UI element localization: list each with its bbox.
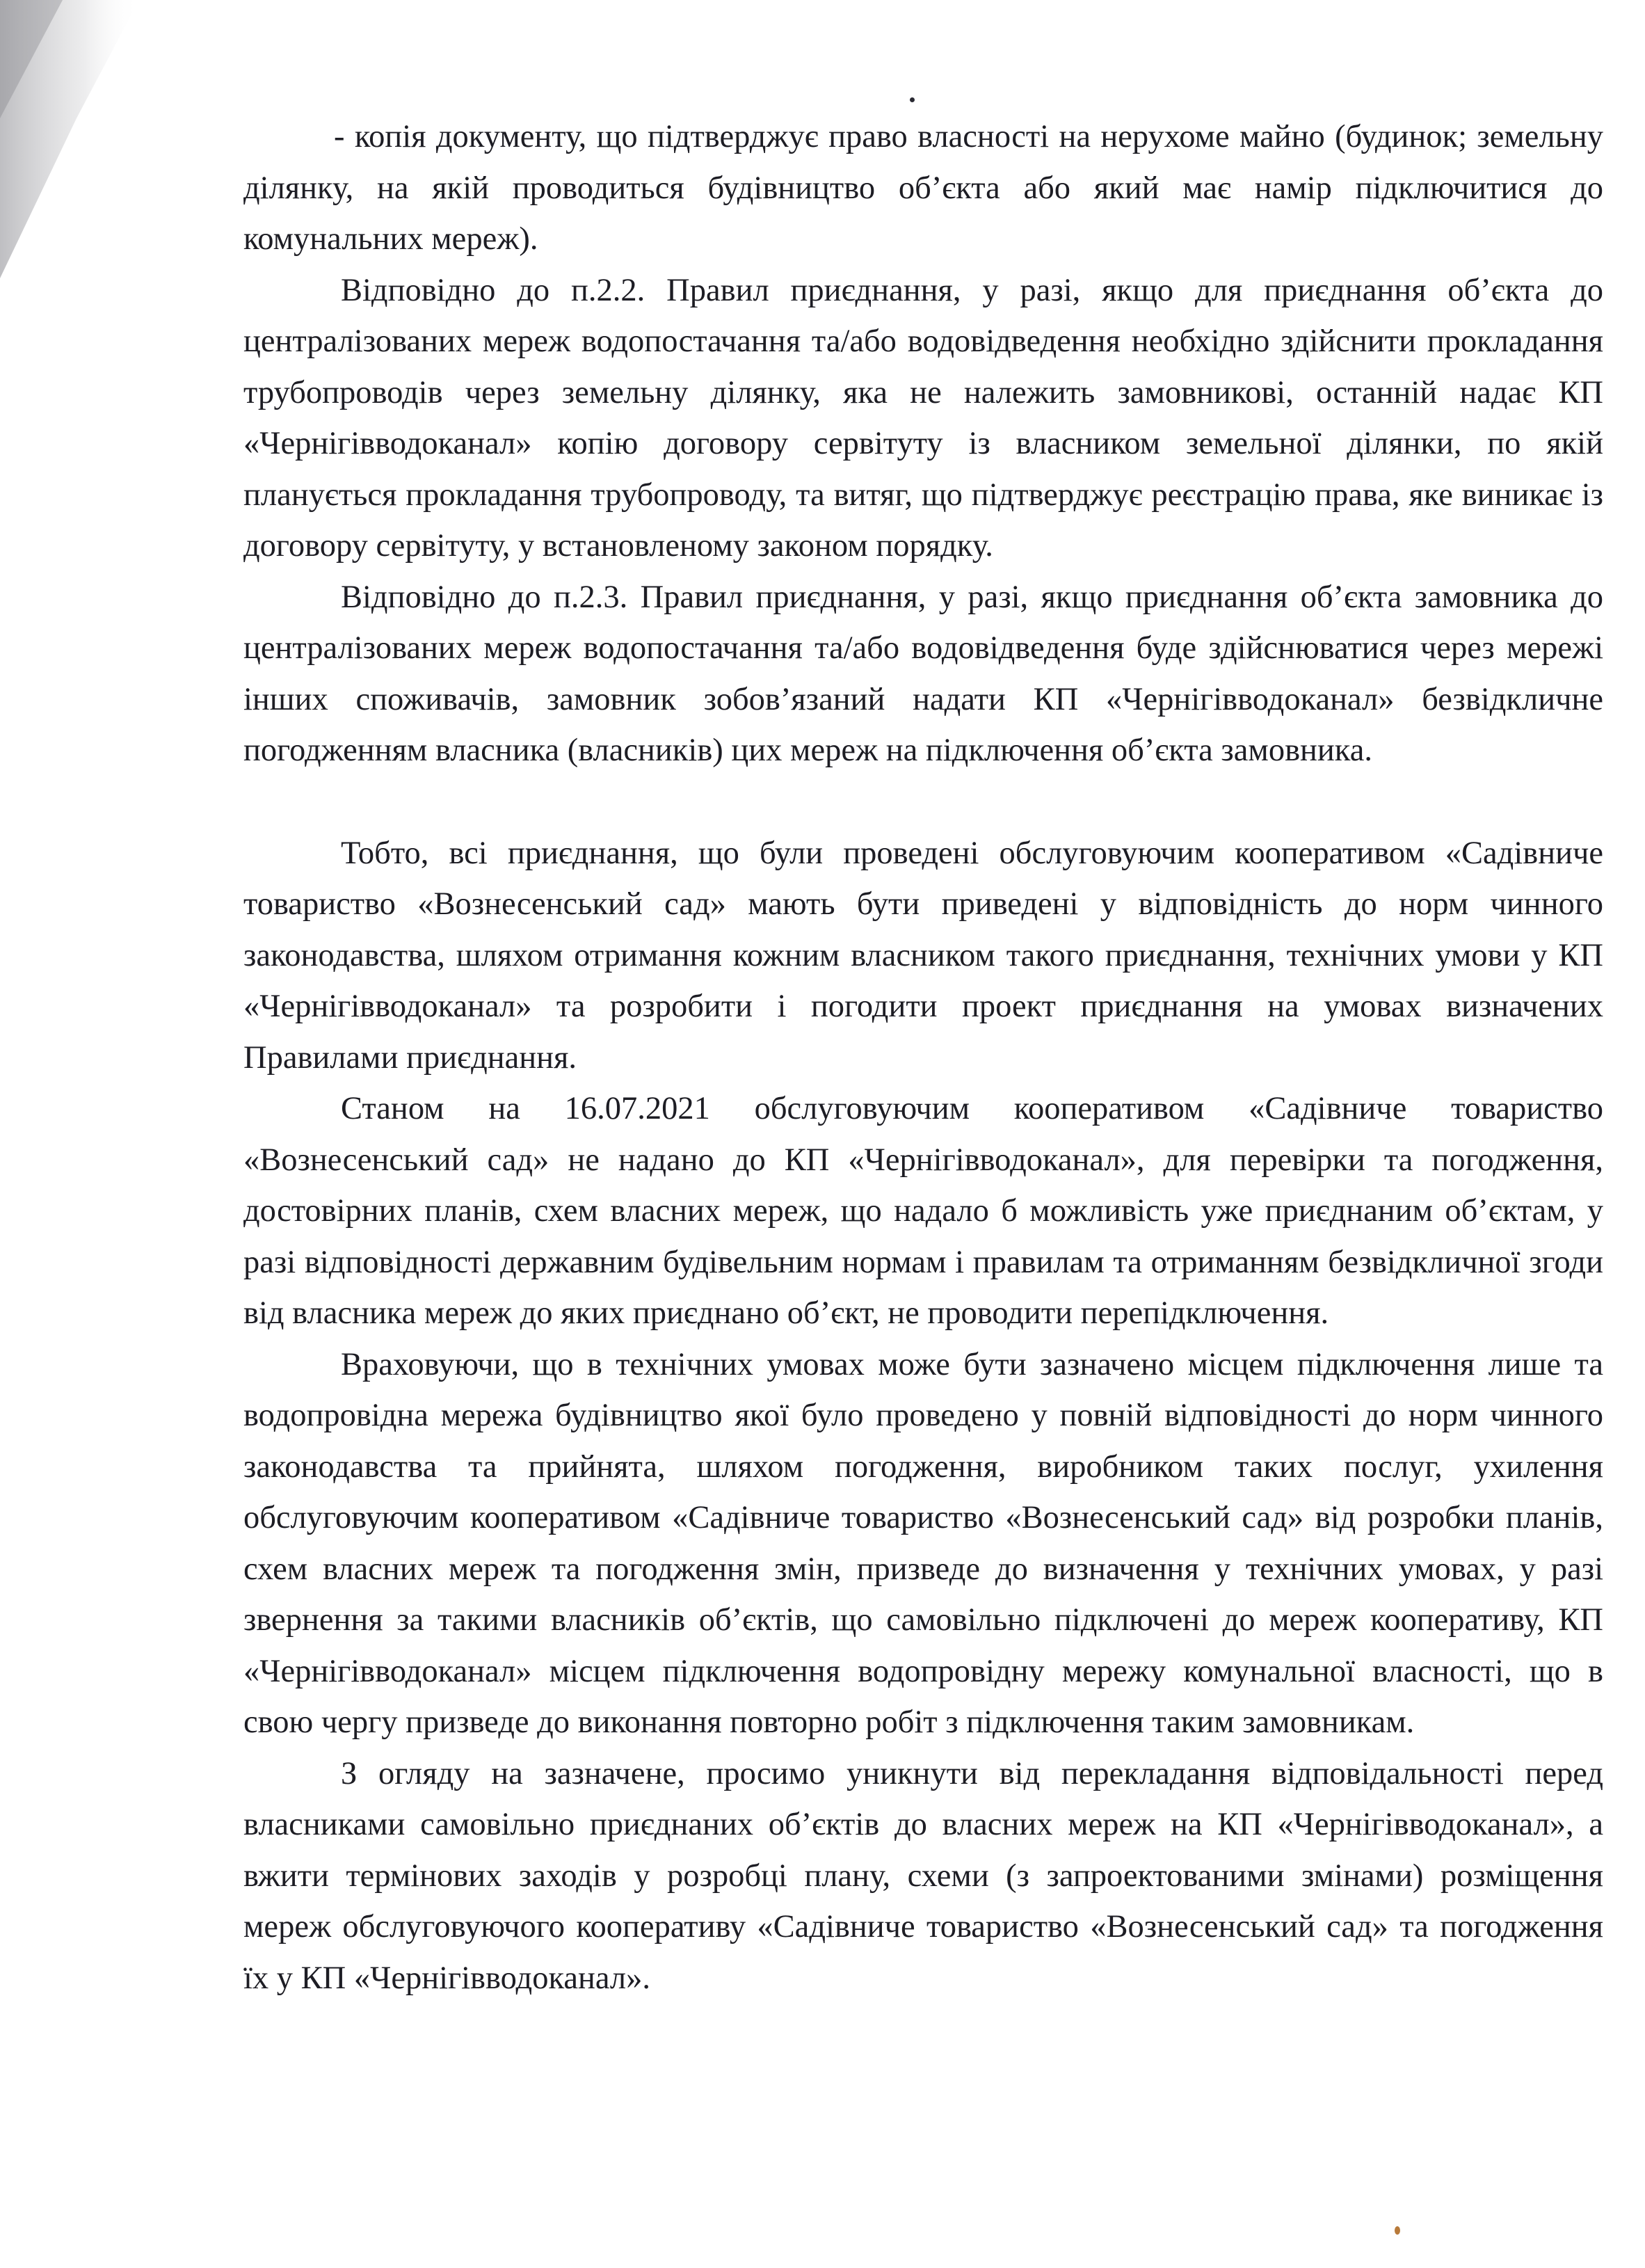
paragraph-request: З огляду на зазначене, просимо уникнути від перекладання відповідальності перед власниками самовільно приєднаних об’єктів до власних мереж на КП «Чернігівводоканал», а вжити термінових заходів у розробці плану, схеми (з запроектованими змінами) розміщення мереж обслуговуючого кооперативу «Садівниче товариство «Вознесенський сад» та погодження їх у КП «Чернігівводоканал». <box>243 1755 1603 1996</box>
document-page <box>243 111 1603 2004</box>
scan-speck-bottom <box>1395 2226 1400 2235</box>
scan-speck-top <box>910 97 915 102</box>
paragraph-rule-2-3: Відповідно до п.2.3. Правил приєднання, у разі, якщо приєднання об’єкта замовника до централізованих мереж водопостачання та/або водовідведення буде здійснюватися через мережі інших споживачів, замовник зобов’язаний надати КП «Чернігівводоканал» безвідкличне погодженням власника (власників) цих мереж на підключення об’єкта замовника. <box>243 579 1603 768</box>
paragraph-technical-conditions: Враховуючи, що в технічних умовах може бути зазначено місцем підключення лише та водопровідна мережа будівництво якої було проведено у повній відповідності до норм чинного законодавства та прийнята, шляхом погодження, виробником таких послуг, ухилення обслуговуючим кооперативом «Садівниче товариство «Вознесенський сад» від розробки планів, схем власних мереж та погодження змін, призведе до визначення у технічних умовах, у разі звернення за такими власників об’єктів, що самовільно підключені до мереж кооперативу, КП «Чернігівводоканал» місцем підключення водопровідну мережу комунальної власності, що в свою чергу призведе до виконання повторно робіт з підключення таким замовникам. <box>243 1346 1603 1740</box>
paragraph-connections-compliance: Тобто, всі приєднання, що були проведені обслуговуючим кооперативом «Садівниче товариство «Вознесенський сад» мають бути приведені у відповідність до норм чинного законодавства, шляхом отримання кожним власником такого приєднання, технічних умови у КП «Чернігівводоканал» та розробити і погодити проект приєднання на умовах визначених Правилами приєднання. <box>243 835 1603 1076</box>
paragraph-rule-2-2: Відповідно до п.2.2. Правил приєднання, у разі, якщо для приєднання об’єкта до централізованих мереж водопостачання та/або водовідведення необхідно здійснити прокладання трубопроводів через земельну ділянку, яка не належить замовникові, останній надає КП «Чернігівводоканал» копію договору сервітуту із власником земельної ділянки, по якій планується прокладання трубопроводу, та витяг, що підтверджує реєстрацію права, яке виникає із договору сервітуту, у встановленому законом порядку. <box>243 272 1603 564</box>
paragraph-status-date: Станом на 16.07.2021 обслуговуючим кооперативом «Садівниче товариство «Вознесенський сад» не надано до КП «Чернігівводоканал», для перевірки та погодження, достовірних планів, схем власних мереж, що надало б можливість уже приєднаним об’єктам, у разі відповідності державним будівельним нормам і правилам та отриманням безвідкличної згоди від власника мереж до яких приєднано об’єкт, не проводити перепідключення. <box>243 1091 1603 1331</box>
paragraph-ownership-document: - копія документу, що підтверджує право власності на нерухоме майно (будинок; земельну ділянку, на якій проводиться будівництво об’єкта або який має намір підключитися до комунальних мереж). <box>243 119 1603 257</box>
